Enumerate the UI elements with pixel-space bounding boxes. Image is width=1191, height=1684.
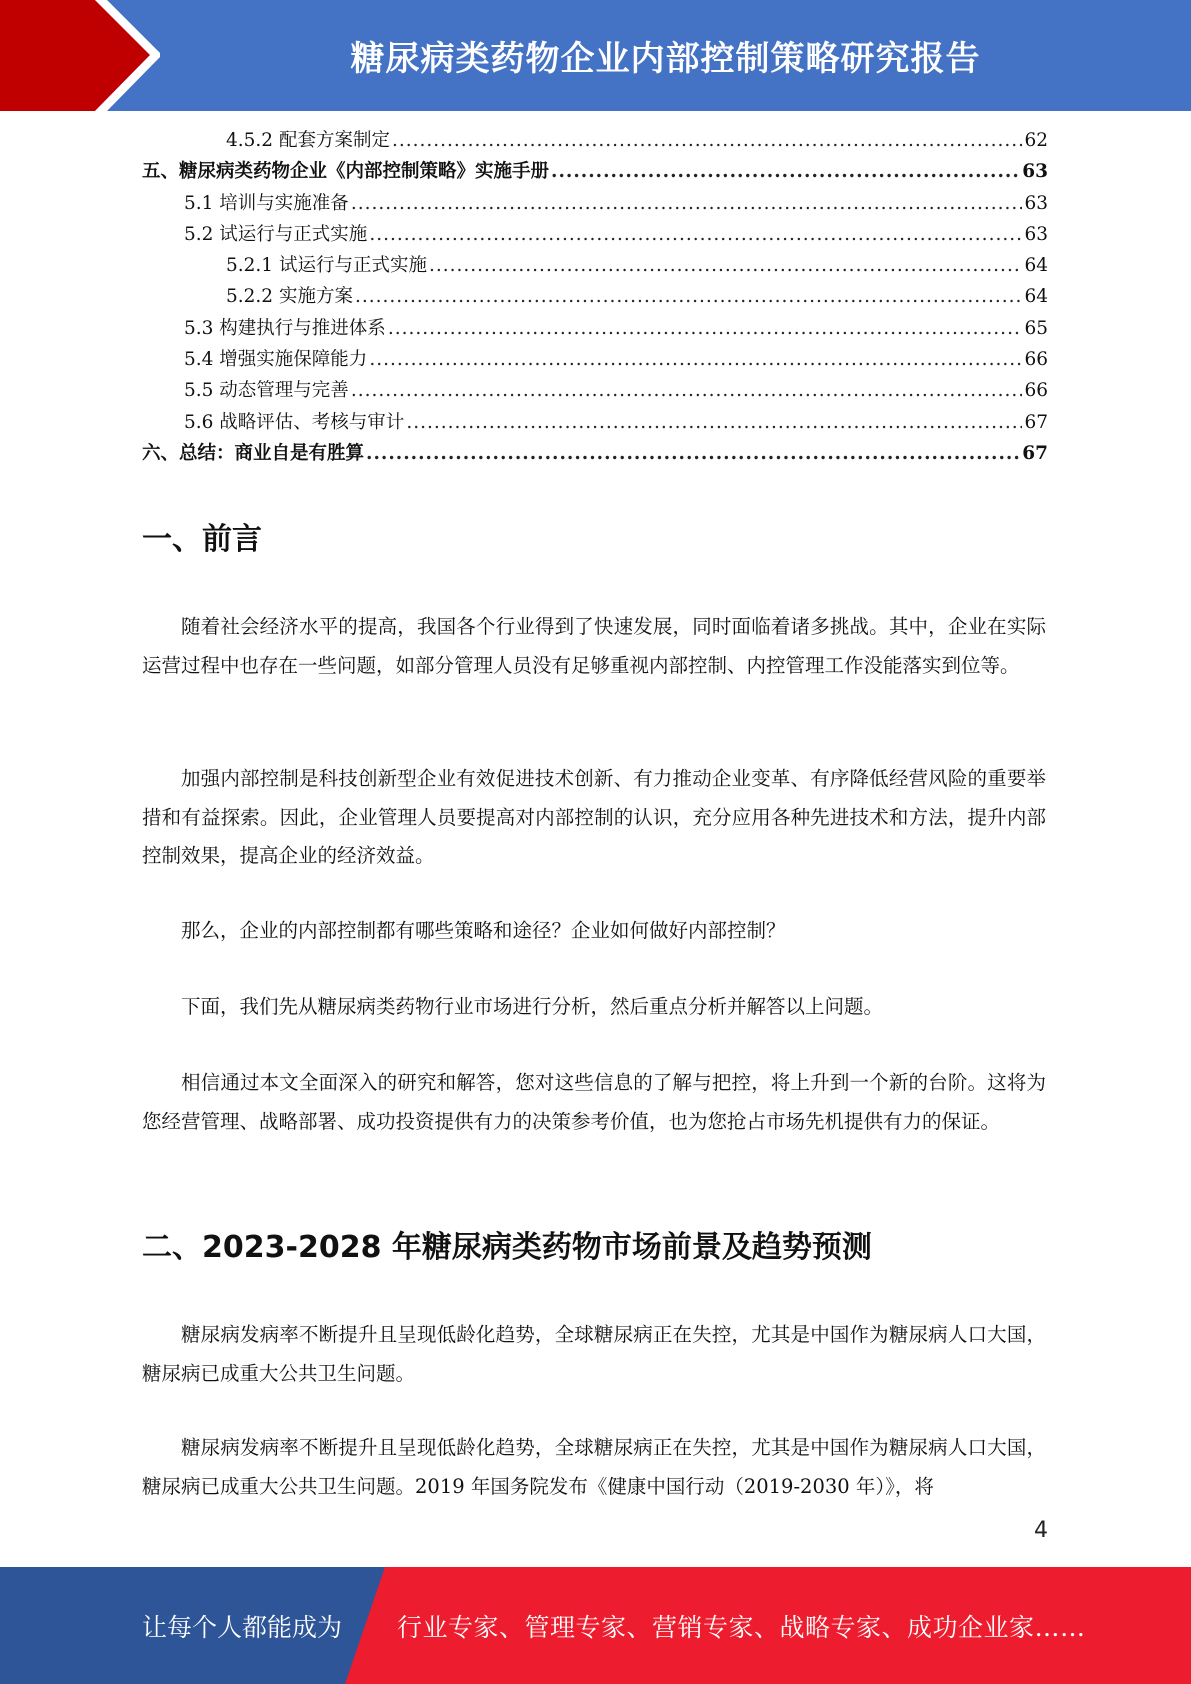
toc-entry[interactable] — [142, 345, 1048, 376]
red-chevron-icon — [0, 0, 160, 111]
toc-entry-title: 5.2 试运行与正式实施 — [184, 223, 368, 245]
toc-entry[interactable] — [142, 126, 1048, 157]
section-heading-preface: 一、前言 — [142, 522, 262, 557]
toc-entry-title: 5.3 构建执行与推进体系 — [184, 317, 386, 339]
footer-slogan-right: 行业专家、管理专家、营销专家、战略专家、成功企业家…… — [397, 1612, 1086, 1642]
toc-entry-title: 4.5.2 配套方案制定 — [226, 130, 390, 151]
toc-entry-page: 66 — [1024, 349, 1048, 371]
toc-entry-title: 5.5 动态管理与完善 — [184, 380, 349, 402]
page-number: 4 — [1034, 1518, 1048, 1543]
toc-entry-page: 64 — [1024, 255, 1048, 277]
toc-entry[interactable] — [142, 314, 1048, 345]
toc-entry-title: 5.4 增强实施保障能力 — [184, 349, 368, 371]
toc-entry-title: 5.2.2 实施方案 — [226, 286, 353, 308]
report-title: 糖尿病类药物企业内部控制策略研究报告 — [350, 39, 981, 79]
toc-entry-page: 64 — [1024, 286, 1048, 308]
toc-leader-dots — [392, 130, 1022, 151]
toc-entry-page: 65 — [1024, 317, 1048, 339]
page-header — [0, 0, 1191, 111]
page-footer — [0, 1567, 1191, 1684]
toc-leader-dots — [351, 193, 1023, 214]
paragraph: 加强内部控制是科技创新型企业有效促进技术创新、有力推动企业变革、有序降低经营风险的重要举措和有益探索。因此，企业管理人员要提高对内部控制的认识，充分应用各种先进技术和方法，提升内部控制效果，提高企业的经济效益。 — [142, 767, 1046, 867]
toc-leader-dots — [355, 286, 1023, 307]
toc-leader-dots — [429, 255, 1022, 276]
toc-entry-page: 67 — [1022, 442, 1048, 464]
toc-entry[interactable] — [142, 220, 1048, 251]
toc-entry-page: 62 — [1024, 130, 1048, 151]
paragraph: 糖尿病发病率不断提升且呈现低龄化趋势，全球糖尿病正在失控，尤其是中国作为糖尿病人口大国，糖尿病已成重大公共卫生问题。 — [142, 1323, 1046, 1385]
paragraph: 下面，我们先从糖尿病类药物行业市场进行分析，然后重点分析并解答以上问题。 — [181, 995, 884, 1018]
toc-entry[interactable] — [142, 408, 1048, 439]
toc-entry[interactable] — [142, 439, 1048, 470]
paragraph: 相信通过本文全面深入的研究和解答，您对这些信息的了解与把控，将上升到一个新的台阶。这将为您经营管理、战略部署、成功投资提供有力的决策参考价值，也为您抢占市场先机提供有力的保证。 — [142, 1071, 1046, 1133]
footer-slogan-left: 让每个人都能成为 — [142, 1612, 343, 1642]
toc-leader-dots — [551, 161, 1020, 182]
toc-entry[interactable] — [142, 189, 1048, 220]
toc-entry-page: 63 — [1024, 223, 1048, 245]
paragraph: 随着社会经济水平的提高，我国各个行业得到了快速发展，同时面临着诸多挑战。其中，企业在实际运营过程中也存在一些问题，如部分管理人员没有足够重视内部控制、内控管理工作没能落实到位等。 — [142, 615, 1046, 677]
toc-leader-dots — [388, 318, 1023, 339]
toc-entry-title: 5.2.1 试运行与正式实施 — [226, 255, 427, 277]
table-of-contents — [142, 126, 1048, 470]
toc-entry-title: 五、糖尿病类药物企业《内部控制策略》实施手册 — [142, 161, 550, 183]
toc-entry-page: 63 — [1022, 161, 1048, 183]
toc-entry-page: 67 — [1024, 411, 1048, 433]
toc-leader-dots — [369, 224, 1022, 245]
toc-entry-title: 六、总结：商业自是有胜算 — [142, 442, 365, 464]
toc-leader-dots — [351, 380, 1023, 401]
paragraph: 那么，企业的内部控制都有哪些策略和途径？企业如何做好内部控制？ — [181, 919, 786, 942]
paragraph: 糖尿病发病率不断提升且呈现低龄化趋势，全球糖尿病正在失控，尤其是中国作为糖尿病人口大国，糖尿病已成重大公共卫生问题。2019 年国务院发布《健康中国行动（2019-2030 年）》，将 — [142, 1436, 1046, 1498]
toc-entry[interactable] — [142, 376, 1048, 407]
toc-entry-page: 66 — [1024, 380, 1048, 402]
toc-entry[interactable] — [142, 282, 1048, 313]
toc-leader-dots — [366, 443, 1020, 464]
toc-entry-title: 5.6 战略评估、考核与审计 — [184, 411, 405, 433]
toc-entry-title: 5.1 培训与实施准备 — [184, 192, 349, 214]
toc-entry-page: 63 — [1024, 192, 1048, 214]
toc-entry[interactable] — [142, 251, 1048, 282]
section-heading-market-forecast: 二、2023-2028 年糖尿病类药物市场前景及趋势预测 — [142, 1230, 872, 1265]
toc-leader-dots — [406, 412, 1022, 433]
toc-entry[interactable] — [142, 157, 1048, 188]
toc-leader-dots — [369, 349, 1022, 370]
